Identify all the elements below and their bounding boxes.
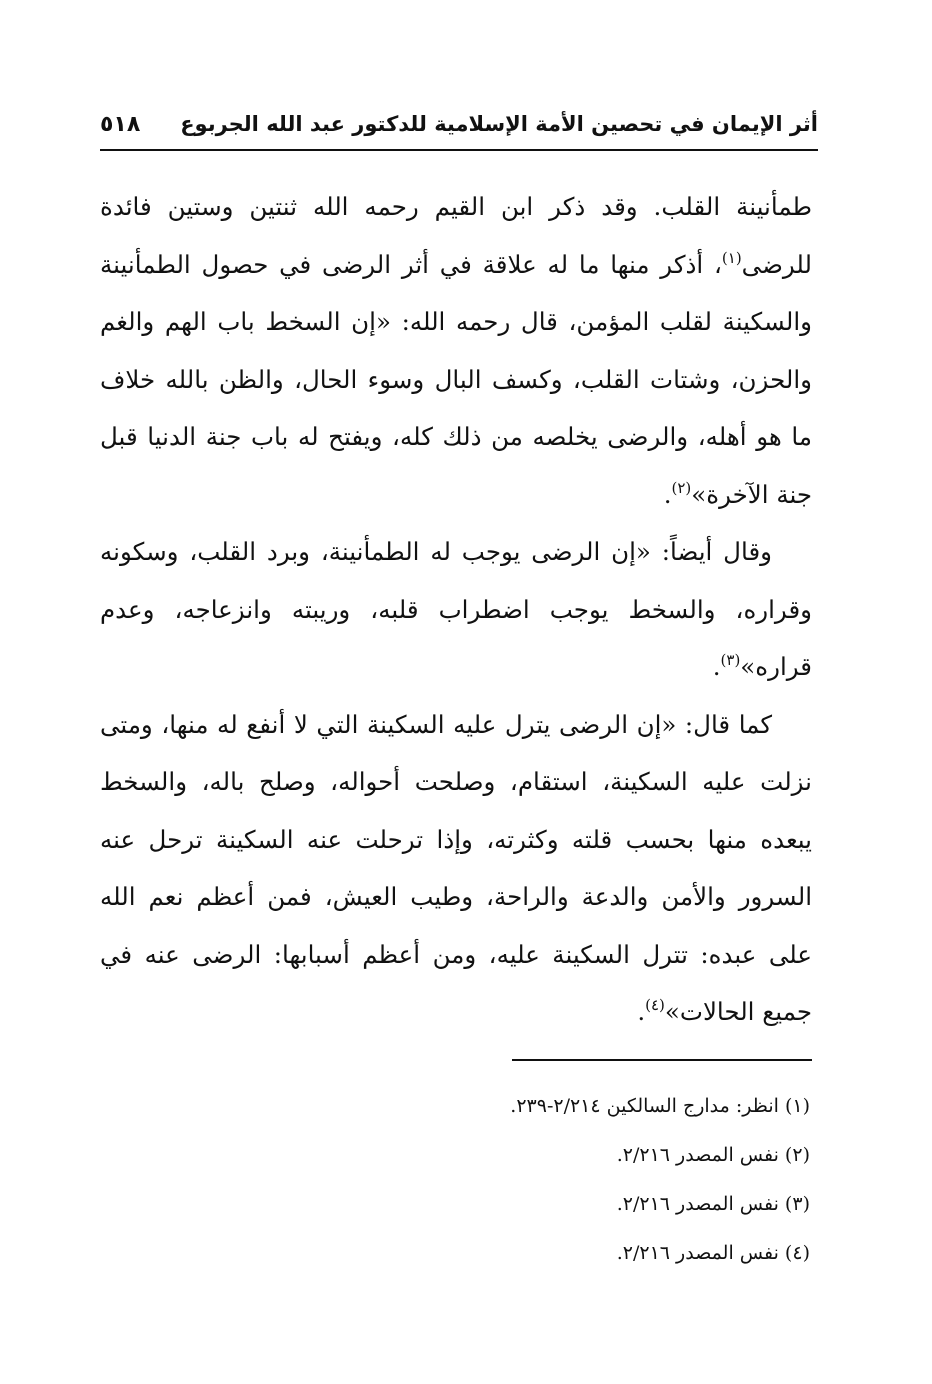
paragraph-3-end: .: [637, 997, 646, 1026]
footnote-ref-1[interactable]: (١): [721, 248, 742, 267]
header-divider: [100, 149, 818, 151]
footnote-3: (٣) نفس المصدر ٢/٢١٦.: [616, 1193, 810, 1215]
footnote-2: (٢) نفس المصدر ٢/٢١٦.: [616, 1144, 810, 1166]
paragraph-3: [100, 696, 812, 1041]
footnote-ref-3[interactable]: (٣): [720, 651, 741, 669]
footnotes: [210, 1082, 810, 1278]
footnote-4: (٤) نفس المصدر ٢/٢١٦.: [616, 1242, 810, 1264]
header-title: أثر الإيمان في تحصين الأمة الإسلامية للدكتور عبد الله الجربوع: [180, 112, 818, 136]
paragraph-1-text: طمأنينة القلب. وقد ذكر ابن القيم رحمه الله ثنتين وستين فائدة للرضى: [100, 192, 812, 279]
paragraph-1-end: .: [663, 479, 672, 509]
footnote-ref-4[interactable]: (٤): [645, 996, 665, 1014]
footnote-divider: [512, 1059, 812, 1061]
paragraph-3-text: كما قال: «إن الرضى يترل عليه السكينة التي لا أنفع له منها، ومتى نزلت عليه السكينة، استقام، وصلحت أحواله، وصلح باله، والسخط يبعده منها بحسب قلته وكثرته، وإذا ترحلت عنه السكينة ترحل عنه السرور والأمن والدعة والراحة، وطيب العيش، فمن أعظم نعم الله على عبده: تترل السكينة عليه، ومن أعظم أسبابها: الرضى عنه في جميع الحالات»: [100, 709, 812, 1026]
paragraph-2-end: .: [712, 652, 721, 681]
page-number: ٥١٨: [100, 111, 141, 137]
footnote-1: (١) انظر: مدارج السالكين ٢/٢١٤-٢٣٩.: [510, 1095, 810, 1117]
paragraph-2: [100, 523, 812, 696]
paragraph-1-text-continued: ، أذكر منها ما له علاقة في أثر الرضى في حصول الطمأنينة والسكينة لقلب المؤمن، قال رحمه الله: «إن السخط باب الهم والغم والحزن، وشتات القلب، وكسف البال وسوء الحال، والظن بالله خلاف ما هو أهله، والرضى يخلصه من ذلك كله، ويفتح له باب جنة الدنيا قبل جنة الآخرة»: [100, 249, 812, 509]
main-text: [100, 178, 812, 1041]
paragraph-2-text: وقال أيضاً: «إن الرضى يوجب له الطمأنينة، وبرد القلب، وسكونه وقراره، والسخط يوجب اضطراب قلبه، وريبته وانزعاجه، وعدم قراره»: [100, 537, 812, 681]
running-header: [100, 104, 818, 144]
footnote-ref-2[interactable]: (٢): [671, 478, 692, 497]
paragraph-1: [100, 178, 812, 523]
